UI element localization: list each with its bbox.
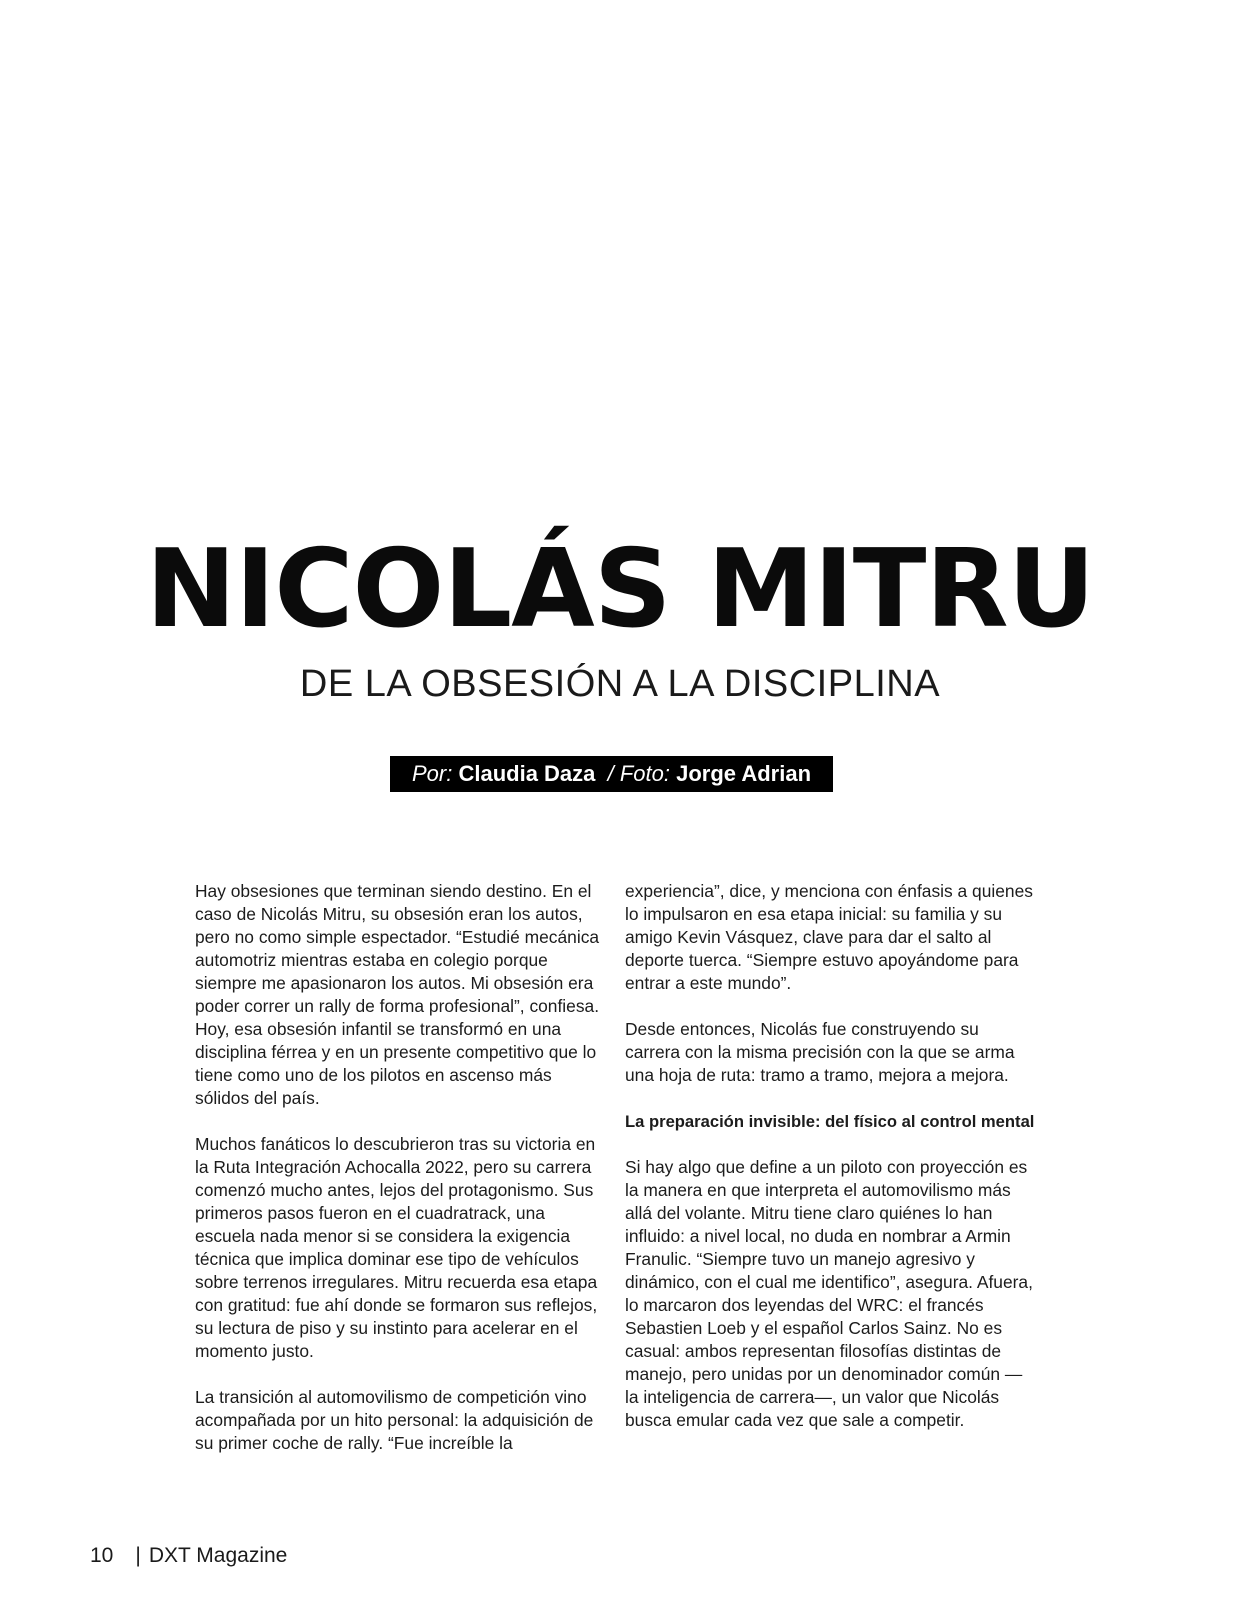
body-paragraph: Desde entonces, Nicolás fue construyendo su carrera con la misma precisión con la que se arma una hoja de ruta: tramo a tramo, mejora a mejora. <box>625 1019 1015 1085</box>
body-paragraph: experiencia”, dice, y menciona con énfasis a quienes lo impulsaron en esa etapa inicial: su familia y su amigo Kevin Vásquez, clave para dar el salto al deporte tuerca. “Siempre estuvo apoyándome para entrar a este mundo”. <box>625 881 1033 993</box>
body-paragraph: Muchos fanáticos lo descubrieron tras su victoria en la Ruta Integración Achocalla 2022, pero su carrera comenzó mucho antes, lejos del protagonismo. Sus primeros pasos fueron en el cuadratrack, una escuela nada menor si se considera la exigencia técnica que implica dominar ese tipo de vehículos sobre terrenos irregulares. Mitru recuerda esa etapa con gratitud: fue ahí donde se formaron sus reflejos, su lectura de piso y su instinto para acelerar en el momento justo. <box>195 1134 598 1361</box>
article-title: NICOLÁS MITRU <box>145 527 1095 652</box>
body-paragraph: Si hay algo que define a un piloto con proyección es la manera en que interpreta el automovilismo más allá del volante. Mitru tiene claro quiénes lo han influido: a nivel local, no duda en nombrar a Armin Franulic. “Siempre tuvo un manejo agresivo y dinámico, con el cual me identifico”, asegura. Afuera, lo marcaron dos leyendas del WRC: el francés Sebastien Loeb y el español Carlos Sainz. No es casual: ambos representan filosofías distintas de manejo, pero unidas por un denominador común —la inteligencia de carrera—, un valor que Nicolás busca emular cada vez que sale a competir. <box>625 1157 1033 1430</box>
body-paragraph: Hay obsesiones que terminan siendo destino. En el caso de Nicolás Mitru, su obsesión eran los autos, pero no como simple espectador. “Estudié mecánica automotriz mientras estaba en colegio porque siempre me apasionaron los autos. Mi obsesión era poder correr un rally de forma profesional”, confiesa. Hoy, esa obsesión infantil se transformó en una disciplina férrea y en un presente competitivo que lo tiene como uno de los pilotos en ascenso más sólidos del país. <box>195 881 600 1108</box>
article-subtitle: DE LA OBSESIÓN A LA DISCIPLINA <box>299 663 941 705</box>
photo-label: / Foto: <box>607 761 670 786</box>
author-name: Claudia Daza <box>458 761 596 786</box>
publication-name: DXT Magazine <box>148 1544 288 1567</box>
page-footer <box>90 1542 287 1570</box>
page-number: 10 <box>90 1544 114 1567</box>
author-label: Por: <box>411 761 453 786</box>
body-paragraph: La transición al automovilismo de competición vino acompañada por un hito personal: la adquisición de su primer coche de rally. “Fue increíble la <box>195 1387 594 1453</box>
right-column <box>625 880 1035 1455</box>
section-subheading: La preparación invisible: del físico al control mental <box>625 1112 1035 1131</box>
left-column <box>195 880 600 1478</box>
byline-banner <box>390 756 833 792</box>
photographer-name: Jorge Adrian <box>676 761 812 786</box>
footer-separator: | <box>135 1544 141 1567</box>
